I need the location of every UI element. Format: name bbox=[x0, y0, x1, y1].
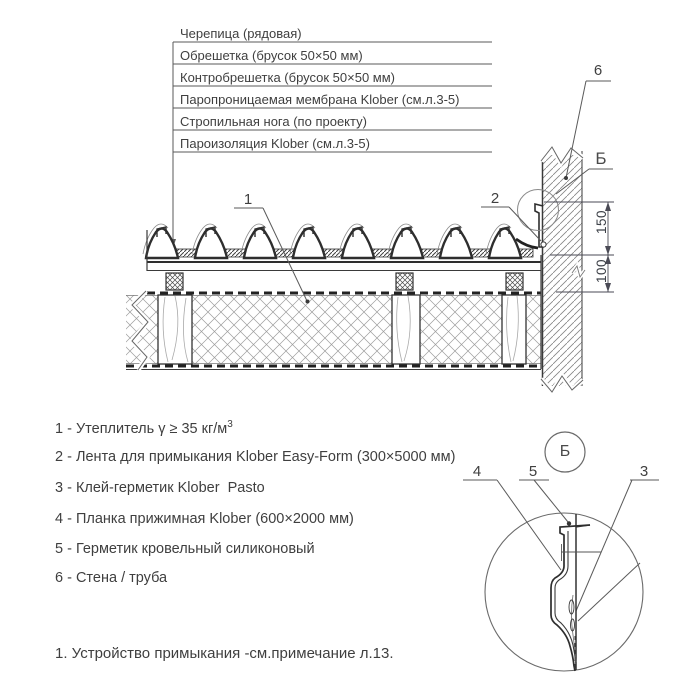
callout-label-membrane: Паропроницаемая мембрана Klober (см.л.3-5) bbox=[180, 92, 460, 107]
legend-item-6: 6 - Стена / труба bbox=[55, 570, 168, 586]
legend-item-1: 1 - Утеплитель γ ≥ 35 $кг/м^3$ bbox=[55, 419, 233, 437]
legend-superscript: 3 bbox=[227, 419, 233, 430]
marker-2: 2 bbox=[490, 190, 500, 207]
detail-label-5: 5 bbox=[528, 463, 538, 480]
callout-label-tile: Черепица (рядовая) bbox=[180, 26, 302, 41]
dimension-150: 150 bbox=[594, 209, 609, 235]
legend-item-5: 5 - Герметик кровельный силиконовый bbox=[55, 541, 315, 557]
detail-title-b: Б bbox=[559, 443, 571, 460]
marker-1: 1 bbox=[243, 191, 253, 208]
callout-label-vapour-barrier: Пароизоляция Klober (см.л.3-5) bbox=[180, 136, 370, 151]
dimension-100: 100 bbox=[594, 258, 609, 284]
callout-label-counter-batten: Контробрешетка (брусок 50×50 мм) bbox=[180, 70, 396, 85]
legend-item-2: 2 - Лента для примыкания Klober Easy-Form (300×5000 мм) bbox=[55, 449, 456, 465]
marker-6: 6 bbox=[593, 62, 603, 79]
detail-label-3: 3 bbox=[639, 463, 649, 480]
detail-label-leaders bbox=[463, 480, 659, 621]
detail-flashing-outline bbox=[551, 525, 590, 671]
detail-label-4: 4 bbox=[472, 463, 482, 480]
callout-label-batten: Обрешетка (брусок 50×50 мм) bbox=[180, 48, 363, 63]
roof-section bbox=[126, 224, 541, 370]
section-marker-b: Б bbox=[595, 149, 607, 168]
legend-item-4: 4 - Планка прижимная Klober (600×2000 мм) bbox=[55, 511, 354, 527]
legend-item-3: 3 - Клей-герметик Klober Pasto bbox=[55, 480, 265, 496]
footnote: 1. Устройство примыкания -см.примечание л.13. bbox=[55, 645, 394, 662]
callout-label-rafter: Стропильная нога (по проекту) bbox=[180, 114, 367, 129]
sealant-dot bbox=[567, 521, 571, 525]
wall bbox=[541, 147, 585, 392]
